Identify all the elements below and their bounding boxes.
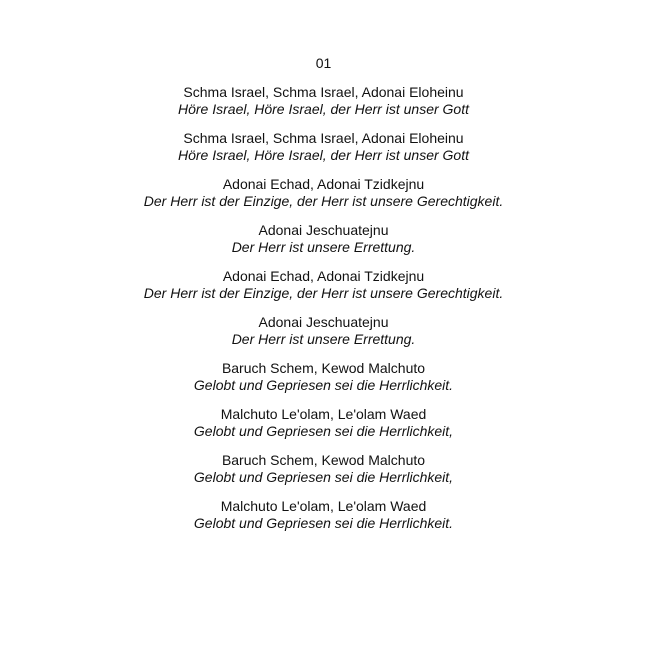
original-line: Schma Israel, Schma Israel, Adonai Eloheinu — [183, 83, 464, 100]
stanza-1 — [0, 84, 647, 119]
translation-line: Höre Israel, Höre Israel, der Herr ist unser Gott — [178, 101, 469, 117]
original-line: Adonai Echad, Adonai Tzidkejnu — [222, 267, 425, 284]
original-line: Adonai Jeschuatejnu — [258, 221, 389, 238]
translation-line: Der Herr ist der Einzige, der Herr ist unsere Gerechtigkeit. — [143, 285, 504, 301]
translation-line: Gelobt und Gepriesen sei die Herrlichkeit, — [193, 423, 454, 439]
translation-line: Höre Israel, Höre Israel, der Herr ist unser Gott — [178, 147, 469, 163]
stanza-5 — [0, 268, 647, 303]
stanza-2 — [0, 130, 647, 165]
original-line: Adonai Echad, Adonai Tzidkejnu — [222, 175, 425, 192]
stanza-4 — [0, 222, 647, 257]
original-line: Adonai Jeschuatejnu — [258, 313, 389, 330]
translation-line: Gelobt und Gepriesen sei die Herrlichkeit, — [193, 469, 454, 485]
translation-line: Der Herr ist unsere Errettung. — [231, 331, 416, 347]
translation-line: Gelobt und Gepriesen sei die Herrlichkeit. — [193, 515, 454, 531]
translation-line: Der Herr ist unsere Errettung. — [231, 239, 416, 255]
original-line: Malchuto Le'olam, Le'olam Waed — [220, 405, 427, 422]
translation-line: Gelobt und Gepriesen sei die Herrlichkeit. — [193, 377, 454, 393]
stanza-10 — [0, 498, 647, 533]
stanza-9 — [0, 452, 647, 487]
original-line: Baruch Schem, Kewod Malchuto — [221, 451, 426, 468]
original-line: Malchuto Le'olam, Le'olam Waed — [220, 497, 427, 514]
stanza-8 — [0, 406, 647, 441]
stanza-7 — [0, 360, 647, 395]
original-line: Schma Israel, Schma Israel, Adonai Eloheinu — [183, 129, 464, 146]
page-number: 01 — [315, 55, 332, 71]
translation-line: Der Herr ist der Einzige, der Herr ist unsere Gerechtigkeit. — [143, 193, 504, 209]
stanza-3 — [0, 176, 647, 211]
original-line: Baruch Schem, Kewod Malchuto — [221, 359, 426, 376]
lyrics-page — [0, 55, 647, 544]
stanza-6 — [0, 314, 647, 349]
